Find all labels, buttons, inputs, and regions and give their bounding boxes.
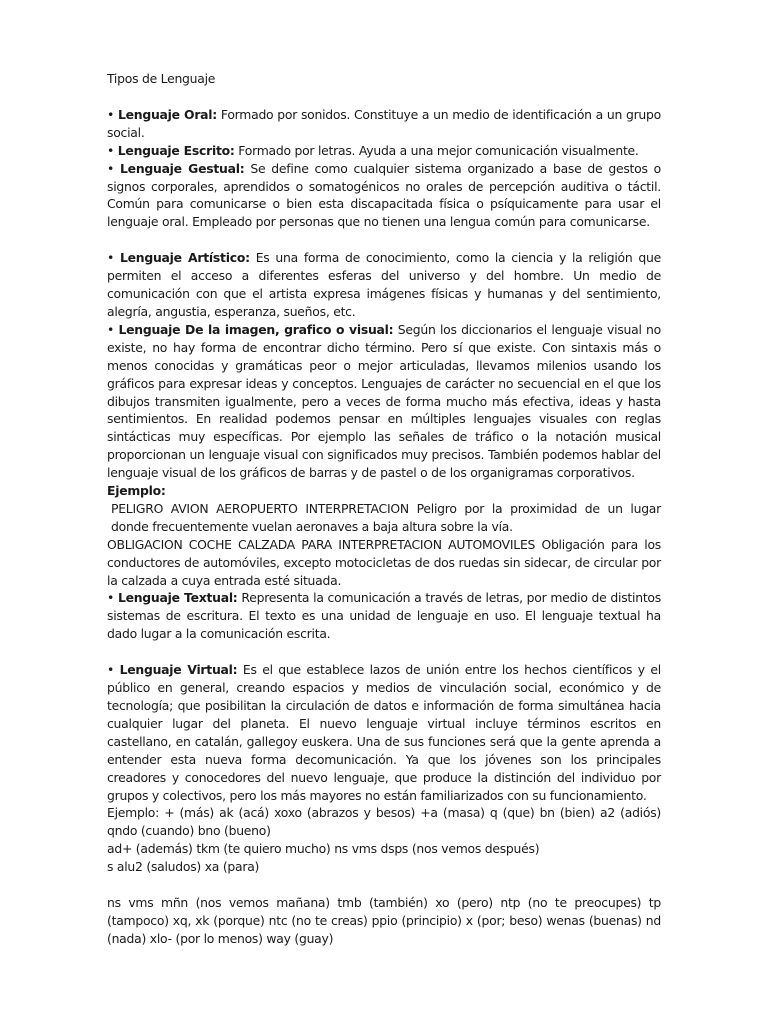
label-lenguaje-artistico: Lenguaje Artístico: xyxy=(119,250,250,266)
bullet: • xyxy=(107,662,115,678)
label-lenguaje-virtual: Lenguaje Virtual: xyxy=(119,662,238,678)
paragraph-lenguaje-oral xyxy=(107,106,661,142)
bullet: • xyxy=(107,590,115,606)
text-lenguaje-imagen: Según los diccionarios el lenguaje visual no existe, no hay forma de encontrar dicho término. Pero sí que existe. Con sintaxis más o menos conocidas y gramáticas peor o mejor articuladas, llevamos milenios usando los gráficos para expresar ideas y conceptos. Lenguajes de carácter no secuencial en el que los dibujos transmiten igualmente, pero a veces de forma mucho más efectiva, ideas y hasta sentimientos. En realidad podemos pensar en múltiples lenguajes visuales con reglas sintácticas muy específicas. Por ejemplo las señales de tráfico o la notación musical proporcionan un lenguaje visual con significados muy precisos. También podemos hablar del lenguaje visual de los gráficos de barras y de pastel o de los organigramas corporativos. xyxy=(107,321,661,481)
spacer xyxy=(107,876,661,894)
example-virtual-line3: s alu2 (saludos) xa (para) xyxy=(107,859,260,875)
example-virtual-line1 xyxy=(107,804,661,840)
label-lenguaje-oral: Lenguaje Oral: xyxy=(117,106,217,122)
bullet: • xyxy=(107,321,115,337)
example-obligacion-coche xyxy=(107,536,661,590)
document-page xyxy=(107,70,661,948)
example-peligro-avion xyxy=(107,500,661,536)
document-title: Tipos de Lenguaje xyxy=(107,71,216,86)
text-lenguaje-artistico: Es una forma de conocimiento, como la ciencia y la religión que permiten el acceso a diferentes esferas del universo y del hombre. Un medio de comunicación con que el artista expresa imágenes físicas y humanas y del sentimiento, alegría, angustia, esperanza, sueños, etc. xyxy=(107,250,661,319)
paragraph-lenguaje-textual xyxy=(107,589,661,643)
spacer xyxy=(107,643,661,661)
text-lenguaje-textual: Representa la comunicación a través de letras, por medio de distintos sistemas de escritura. El texto es una unidad de lenguaje en uso. El lenguaje textual ha dado lugar a la comunicación escrita. xyxy=(107,590,661,642)
label-lenguaje-escrito: Lenguaje Escrito: xyxy=(117,142,235,158)
example-caps: PELIGRO AVION AEROPUERTO INTERPRETACION xyxy=(111,500,409,516)
example-label-imagen: Ejemplo: xyxy=(107,483,166,499)
paragraph-lenguaje-virtual xyxy=(107,661,661,804)
label-lenguaje-textual: Lenguaje Textual: xyxy=(117,590,238,606)
example-label-virtual: Ejemplo: xyxy=(107,805,160,821)
example-text: Peligro por la proximidad de un lugar donde frecuentemente vuelan aeronaves a baja altura sobre la vía. xyxy=(111,500,661,534)
text-lenguaje-escrito: Formado por letras. Ayuda a una mejor comunicación visualmente. xyxy=(238,142,639,158)
paragraph-lenguaje-escrito xyxy=(107,142,661,160)
example-text: + (más) ak (acá) xoxo (abrazos y besos) +a (masa) q (que) bn (bien) a2 (adiós) qndo (cuando) bno (bueno) xyxy=(107,805,661,839)
paragraph-lenguaje-artistico xyxy=(107,249,661,321)
label-lenguaje-gestual: Lenguaje Gestual: xyxy=(120,160,245,176)
label-lenguaje-imagen: Lenguaje De la imagen, grafico o visual: xyxy=(118,321,394,337)
paragraph-lenguaje-imagen xyxy=(107,321,661,482)
text-lenguaje-gestual: Se define como cualquier sistema organizado a base de gestos o signos corporales, aprendidos o somatogénicos no orales de percepción auditiva o táctil. Común para comunicarse o bien esta discapacitada física o psíquicamente para usar el lenguaje oral. Empleado por personas que no tienen una lengua común para comunicarse. xyxy=(107,160,661,230)
example-caps: OBLIGACION COCHE CALZADA PARA INTERPRETACION AUTOMOVILES xyxy=(107,536,536,552)
spacer xyxy=(107,88,661,106)
spacer xyxy=(107,231,661,249)
example-virtual-line2: ad+ (además) tkm (te quiero mucho) ns vms dsps (nos vemos después) xyxy=(107,841,540,857)
bullet: • xyxy=(107,142,115,158)
bullet: • xyxy=(107,160,115,176)
bullet: • xyxy=(107,250,115,266)
example-text: Obligación para los conductores de automóviles, excepto motocicletas de dos ruedas sin sidecar, de circular por la calzada a cuya entrada esté situada. xyxy=(107,536,661,588)
text-lenguaje-virtual: Es el que establece lazos de unión entre los hechos científicos y el público en general, creando espacios y medios de vinculación social, económico y de tecnología; que posibilitan la circulación de datos e información de forma simultánea hacia cualquier lugar del planeta. El nuevo lenguaje virtual incluye términos escritos en castellano, en catalán, gallegoy euskera. Una de sus funciones será que la gente aprenda a entender esta nueva forma decomunicación. Ya que los jóvenes son los principales creadores y conocedores del nuevo lenguaje, que produce la distinción del individuo por grupos y colectivos, pero los más mayores no están familiarizados con su funcionamiento. xyxy=(107,662,661,803)
paragraph-lenguaje-gestual xyxy=(107,160,661,232)
bullet: • xyxy=(107,106,115,122)
paragraph-abbreviations: ns vms mñn (nos vemos mañana) tmb (también) xo (pero) ntp (no te preocupes) tp (tampoco) xq, xk (porque) ntc (no te creas) ppio (principio) x (por; beso) wenas (buenas) nd (nada) xlo- (por lo menos) way (guay) xyxy=(107,895,661,946)
text-lenguaje-oral: Formado por sonidos. Constituye a un medio de identificación a un grupo social. xyxy=(107,106,661,140)
